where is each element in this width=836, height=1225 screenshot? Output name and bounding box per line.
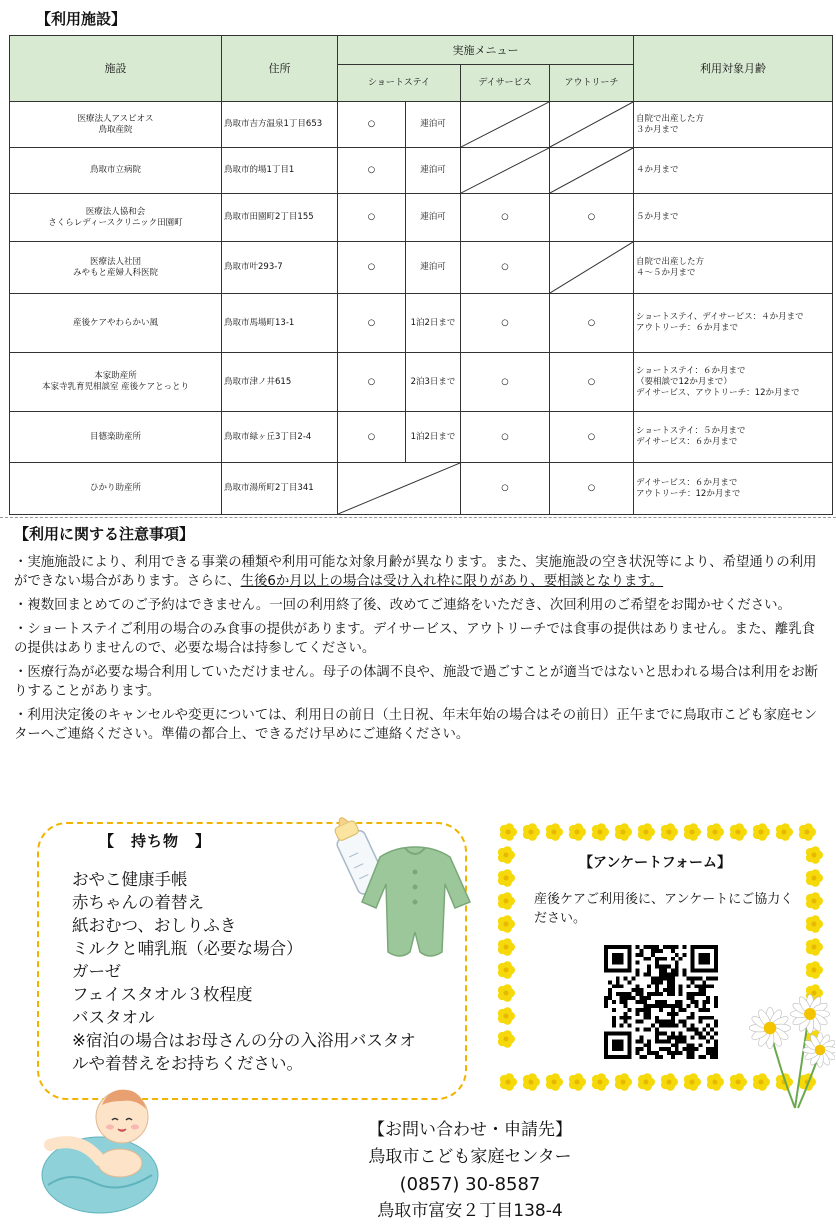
facility-name: ひかり助産所: [10, 463, 222, 515]
table-row: [10, 242, 833, 294]
facilities-table: [9, 35, 833, 515]
frame-flower: [753, 823, 770, 841]
frame-flower: [638, 1073, 655, 1091]
day-service-mark: [461, 102, 550, 148]
frame-flower: [806, 938, 823, 956]
stay-note: 1泊2日まで: [406, 412, 461, 463]
outreach-mark: ○: [550, 463, 634, 515]
belonging-item: ガーゼ: [72, 962, 122, 981]
frame-flower: [569, 823, 586, 841]
frame-flower: [806, 846, 823, 864]
facility-name: 医療法人協和会 さくらレディースクリニック田園町: [10, 194, 222, 242]
frame-flower: [799, 823, 816, 841]
frame-flower: [569, 1073, 586, 1091]
stay-note: 連泊可: [406, 242, 461, 294]
day-service-mark: ○: [461, 353, 550, 412]
target-months: デイサービス：６か月まで アウトリーチ：12か月まで: [634, 463, 833, 515]
frame-flower: [498, 869, 515, 887]
frame-flower: [498, 915, 515, 933]
frame-flower: [776, 823, 793, 841]
header-facility: 施設: [10, 36, 222, 102]
frame-flower: [498, 1007, 515, 1025]
short-stay-mark: ○: [338, 242, 406, 294]
frame-flower: [615, 1073, 632, 1091]
frame-flower: [523, 1073, 540, 1091]
stay-note: 連泊可: [406, 102, 461, 148]
frame-flower: [638, 823, 655, 841]
outreach-mark: ○: [550, 353, 634, 412]
facility-name: 産後ケアやわらかい風: [10, 294, 222, 353]
contact-address: 鳥取市富安２丁目138-4: [377, 1201, 563, 1221]
target-months: ショートステイ：６か月まで （要相談で12か月まで） デイサービス、アウトリーチ：12か月まで: [634, 353, 833, 412]
belongings-title: 【 持ち物 】: [99, 832, 212, 850]
frame-flower: [661, 1073, 678, 1091]
section-divider: [0, 517, 836, 518]
short-stay-mark: ○: [338, 353, 406, 412]
facility-address: 鳥取市的場1丁目1: [222, 148, 338, 194]
facility-name: 医療法人アスピオス 鳥取産院: [10, 102, 222, 148]
frame-flower: [498, 984, 515, 1002]
outreach-mark: ○: [550, 294, 634, 353]
short-stay-mark: ○: [338, 102, 406, 148]
belonging-item: 紙おむつ、おしりふき: [72, 916, 237, 935]
frame-flower: [500, 823, 517, 841]
stay-note: 1泊2日まで: [406, 294, 461, 353]
header-target-age: 利用対象月齢: [634, 36, 833, 102]
frame-flower: [806, 892, 823, 910]
belonging-item: おやこ健康手帳: [72, 870, 188, 889]
frame-flower: [498, 1030, 515, 1048]
belonging-item: フェイスタオル３枚程度: [72, 985, 253, 1004]
note-item: ・医療行為が必要な場合利用していただけません。母子の体調不良や、施設で過ごすことが適当ではないと思われる場合は利用をお断りすることがあります。: [14, 665, 818, 699]
day-service-mark: ○: [461, 194, 550, 242]
target-months: ショートステイ、デイサービス：４か月まで アウトリーチ：６か月まで: [634, 294, 833, 353]
belonging-item: バスタオル: [72, 1008, 155, 1027]
table-row: [10, 353, 833, 412]
note-item: ・利用決定後のキャンセルや変更については、利用日の前日（土日祝、年末年始の場合はその前日）正午までに鳥取市こども家庭センターへご連絡ください。準備の都合上、できるだけ早めにご連絡ください。: [14, 708, 818, 742]
frame-flower: [546, 1073, 563, 1091]
frame-flower: [498, 846, 515, 864]
facility-address: 鳥取市湯所町2丁目341: [222, 463, 338, 515]
table-row: [10, 294, 833, 353]
stay-note: 2泊3日まで: [406, 353, 461, 412]
frame-flower: [806, 869, 823, 887]
note-item: ・ショートステイご利用の場合のみ食事の提供があります。デイサービス、アウトリーチでは食事の提供はありません。また、離乳食の提供はありませんので、必要な場合は持参してください。: [14, 622, 816, 656]
frame-flower: [592, 1073, 609, 1091]
day-service-mark: ○: [461, 412, 550, 463]
frame-flower: [523, 823, 540, 841]
notes-title: 【利用に関する注意事項】: [14, 525, 195, 543]
frame-flower: [615, 823, 632, 841]
facility-address: 鳥取市緑ヶ丘3丁目2-4: [222, 412, 338, 463]
target-months: ショートステイ：５か月まで デイサービス：６か月まで: [634, 412, 833, 463]
contact-heading: 【お問い合わせ・申請先】: [368, 1120, 572, 1140]
facility-name: 本家助産所 本家寺乳育児相談室 産後ケアとっとり: [10, 353, 222, 412]
belongings-note: ※宿泊の場合はお母さんの分の入浴用バスタオルや着替えをお持ちください。: [72, 1031, 416, 1073]
table-row: [10, 463, 833, 515]
facility-address: 鳥取市津ノ井615: [222, 353, 338, 412]
belonging-item: ミルクと哺乳瓶（必要な場合）: [72, 939, 303, 958]
day-service-mark: [461, 148, 550, 194]
outreach-mark: [550, 148, 634, 194]
short-stay-mark: ○: [338, 294, 406, 353]
table-row: [10, 194, 833, 242]
contact-block: [320, 1117, 620, 1225]
table-row: [10, 148, 833, 194]
short-stay-mark: ○: [338, 194, 406, 242]
table-row: [10, 412, 833, 463]
outreach-mark: [550, 242, 634, 294]
facility-address: 鳥取市馬場町13-1: [222, 294, 338, 353]
target-months: ５か月まで: [634, 194, 833, 242]
chamomile-illustration: [740, 990, 835, 1110]
outreach-mark: [550, 102, 634, 148]
frame-flower: [707, 823, 724, 841]
day-service-mark: ○: [461, 294, 550, 353]
facility-address: 鳥取市吉方温泉1丁目653: [222, 102, 338, 148]
outreach-mark: ○: [550, 412, 634, 463]
facility-name: 鳥取市立病院: [10, 148, 222, 194]
header-address: 住所: [222, 36, 338, 102]
short-stay-mark: ○: [338, 412, 406, 463]
frame-flower: [707, 1073, 724, 1091]
qr-code[interactable]: [604, 945, 718, 1059]
frame-flower: [546, 823, 563, 841]
outreach-mark: ○: [550, 194, 634, 242]
notes-list: [14, 553, 826, 749]
frame-flower: [806, 915, 823, 933]
header-day-service: デイサービス: [461, 65, 550, 102]
frame-flower: [730, 823, 747, 841]
target-months: 自院で出産した方 ４～５か月まで: [634, 242, 833, 294]
table-row: [10, 102, 833, 148]
header-outreach: アウトリーチ: [550, 65, 634, 102]
frame-flower: [498, 892, 515, 910]
short-stay-mark: ○: [338, 148, 406, 194]
short-stay-na: [338, 463, 461, 515]
note-item: ・実施施設により、利用できる事業の種類や利用可能な対象月齢が異なります。また、実施施設の空き状況等により、希望通りの利用ができない場合があります。さらに、生後6か月以上の場合は受け入れ枠に限りがあり、要相談となります。: [14, 555, 817, 589]
target-months: 自院で出産した方 ３か月まで: [634, 102, 833, 148]
header-menu: 実施メニュー: [338, 36, 634, 65]
belonging-item: 赤ちゃんの着替え: [72, 893, 204, 912]
frame-flower: [498, 961, 515, 979]
stay-note: 連泊可: [406, 148, 461, 194]
frame-flower: [500, 1073, 517, 1091]
facility-name: 目德楽助産所: [10, 412, 222, 463]
facility-address: 鳥取市田園町2丁目155: [222, 194, 338, 242]
frame-flower: [684, 1073, 701, 1091]
frame-flower: [806, 961, 823, 979]
day-service-mark: ○: [461, 463, 550, 515]
survey-text: 産後ケアご利用後に、アンケートにご協力ください。: [534, 892, 794, 926]
baby-bath-illustration: [40, 1075, 180, 1220]
frame-flower: [592, 823, 609, 841]
contact-phone[interactable]: (0857) 30-8587: [399, 1174, 541, 1195]
note-item: ・複数回まとめてのご予約はできません。一回の利用終了後、改めてご連絡をいただき、次回利用のご希望をお聞かせください。: [14, 598, 791, 613]
target-months: ４か月まで: [634, 148, 833, 194]
survey-title: 【アンケートフォーム】: [579, 855, 732, 871]
stay-note: 連泊可: [406, 194, 461, 242]
frame-flower: [498, 938, 515, 956]
header-short-stay: ショートステイ: [338, 65, 461, 102]
facility-name: 医療法人社団 みやもと産婦人科医院: [10, 242, 222, 294]
baby-clothes-bottle-illustration: [320, 812, 480, 972]
contact-org: 鳥取市こども家庭センター: [368, 1147, 572, 1167]
frame-flower: [684, 823, 701, 841]
day-service-mark: ○: [461, 242, 550, 294]
frame-flower: [661, 823, 678, 841]
facility-address: 鳥取市叶293-7: [222, 242, 338, 294]
facilities-title: 【利用施設】: [36, 10, 127, 28]
